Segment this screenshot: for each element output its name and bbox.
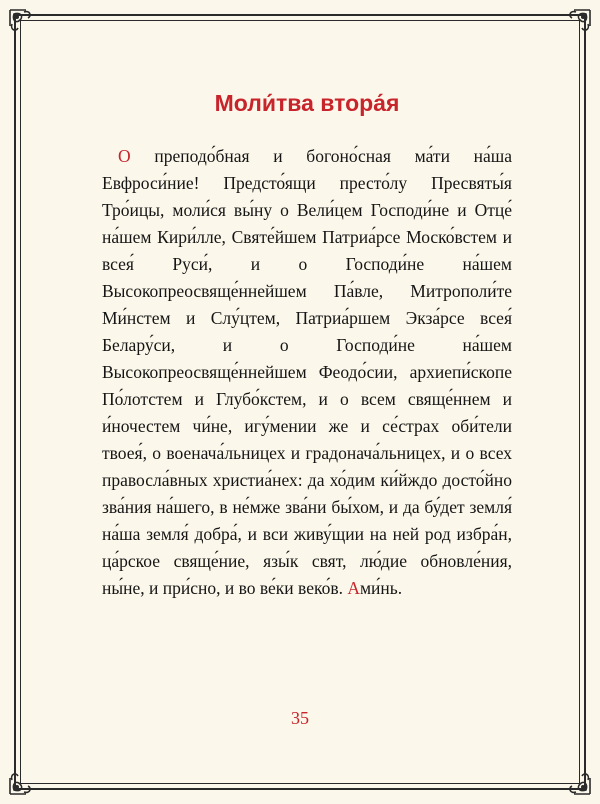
corner-ornament-icon (6, 750, 54, 798)
prayer-text (102, 143, 512, 602)
amen-initial: А (347, 578, 360, 598)
page-content (102, 70, 512, 602)
prayer-initial: О (118, 146, 131, 166)
corner-ornament-icon (546, 6, 594, 54)
amen-rest: ми́нь. (359, 578, 403, 598)
prayer-body: преподо́бная и богоно́сная ма́ти на́ша Евфроси́ние! Предсто́ящи престо́лу Пресвяты́я Тро́ицы, моли́ся вы́ну о Вели́цем Господи́не и Отце́ на́шем Кири́лле, Святе́йшем Патриа́рсе Моско́встем и всея́ Руси́, и о Господи́не на́шем Высокопреосвяще́ннейшем Па́вле, Митрополи́те Ми́нстем и Слу́цтем, Патриа́ршем Экза́рсе всея́ Белару́си, и о Господи́не на́шем Высокопреосвяще́ннейшем Феодо́сии, архиепи́скопе По́лотстем и Глубо́кстем, и о всем свяще́ннем и и́ночестем чи́не, игу́мении же и се́страх оби́тели твоея́, о военача́льницех и градонача́льницех, и о всех правосла́вных христиа́нех: да хо́дим ки́йждо досто́йно зва́ния на́шего, в не́мже зва́ни бы́хом, и да бу́дет земля́ на́ша земля́ добра́, и вси живу́щии на ней род избра́н, ца́рское свяще́ние, язы́к свят, лю́дие обновле́ния, ны́не, и при́сно, и во ве́ки веко́в. (102, 146, 512, 598)
page-number: 35 (291, 708, 309, 728)
corner-ornament-icon (6, 6, 54, 54)
page-title: Моли́тва втора́я (214, 90, 400, 116)
corner-ornament-icon (546, 750, 594, 798)
